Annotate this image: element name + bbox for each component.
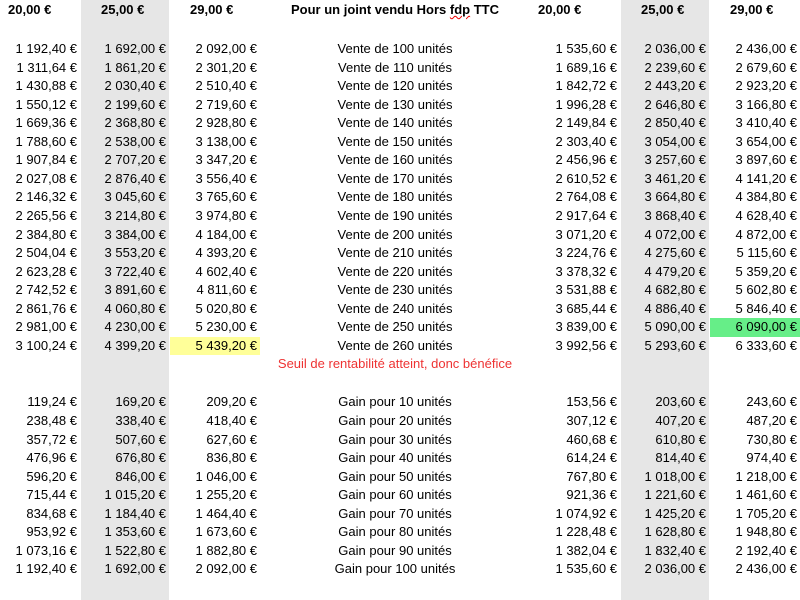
value-cell[interactable]: 1 522,80 € xyxy=(104,542,166,558)
gain-row xyxy=(0,542,800,561)
value-cell[interactable]: 2 719,60 € xyxy=(195,96,257,112)
value-cell[interactable]: 407,20 € xyxy=(655,413,706,428)
sales-row xyxy=(0,151,800,170)
value-cell[interactable]: 2 092,00 € xyxy=(195,41,257,56)
value-cell[interactable]: 3 868,40 € xyxy=(644,207,706,223)
value-cell[interactable]: 1 832,40 € xyxy=(644,542,706,558)
value-cell[interactable]: 1 861,20 € xyxy=(104,59,166,75)
value-cell[interactable]: 3 045,60 € xyxy=(104,189,166,205)
value-cell[interactable]: 5 439,20 € xyxy=(170,337,260,356)
value-cell[interactable]: 2 981,00 € xyxy=(15,319,77,335)
value-cell[interactable]: 1 015,20 € xyxy=(104,487,166,503)
value-cell[interactable]: 2 303,40 € xyxy=(555,133,617,149)
value-cell[interactable]: 3 071,20 € xyxy=(555,226,617,242)
sales-row xyxy=(0,226,800,245)
value-cell[interactable]: 2 036,00 € xyxy=(644,561,706,577)
value-cell[interactable]: 1 692,00 € xyxy=(104,561,166,577)
value-cell[interactable]: 169,20 € xyxy=(115,394,166,410)
header-cell[interactable]: 29,00 € xyxy=(190,2,234,17)
value-cell[interactable]: 715,44 € xyxy=(26,487,77,503)
value-cell[interactable]: 307,12 € xyxy=(566,413,617,428)
value-cell[interactable]: 5 293,60 € xyxy=(644,337,706,353)
value-cell[interactable]: 119,24 € xyxy=(27,394,77,410)
value-cell[interactable]: 2 146,32 € xyxy=(15,189,77,205)
sales-label-cell[interactable]: Vente de 210 unités xyxy=(337,245,453,261)
sales-row xyxy=(0,337,800,356)
value-cell[interactable]: 2 239,60 € xyxy=(644,59,706,75)
value-cell[interactable]: 507,60 € xyxy=(115,431,166,447)
value-cell[interactable]: 2 538,00 € xyxy=(104,133,166,149)
gain-row xyxy=(0,486,800,505)
value-cell[interactable]: 3 891,60 € xyxy=(104,282,166,298)
value-cell[interactable]: 460,68 € xyxy=(566,431,617,447)
value-cell[interactable]: 3 897,60 € xyxy=(735,152,797,168)
value-cell[interactable]: 1 074,92 € xyxy=(555,505,617,521)
value-cell[interactable]: 2 764,08 € xyxy=(555,189,617,205)
value-cell[interactable]: 3 992,56 € xyxy=(555,337,617,353)
gain-label-cell[interactable]: Gain pour 20 unités xyxy=(338,413,452,428)
value-cell[interactable]: 2 861,76 € xyxy=(15,300,77,316)
gain-row xyxy=(0,523,800,542)
value-cell[interactable]: 3 531,88 € xyxy=(555,282,617,298)
value-cell[interactable]: 1 948,80 € xyxy=(735,524,797,540)
value-cell[interactable]: 3 257,60 € xyxy=(644,152,706,168)
value-cell[interactable]: 5 602,80 € xyxy=(735,282,797,298)
value-cell[interactable]: 2 149,84 € xyxy=(555,115,617,131)
note-row xyxy=(0,355,800,374)
header-row xyxy=(0,0,800,20)
sales-label-cell[interactable]: Vente de 130 unités xyxy=(337,96,453,112)
sales-label-cell[interactable]: Vente de 240 unités xyxy=(337,300,453,316)
value-cell[interactable]: 1 218,00 € xyxy=(735,468,797,484)
value-cell[interactable]: 2 436,00 € xyxy=(735,561,797,577)
value-cell[interactable]: 203,60 € xyxy=(655,394,706,410)
value-cell[interactable]: 610,80 € xyxy=(655,431,706,447)
value-cell[interactable]: 614,24 € xyxy=(566,450,617,466)
gain-label-cell[interactable]: Gain pour 10 unités xyxy=(338,394,452,410)
header-title-cell[interactable]: Pour un joint vendu Hors fdp TTC xyxy=(291,2,499,17)
value-cell[interactable]: 2 030,40 € xyxy=(104,78,166,94)
value-cell[interactable]: 1 192,40 € xyxy=(15,41,77,56)
value-cell[interactable]: 3 654,00 € xyxy=(735,133,797,149)
gain-row xyxy=(0,431,800,450)
value-cell[interactable]: 2 456,96 € xyxy=(555,152,617,168)
gain-row xyxy=(0,468,800,487)
value-cell[interactable]: 2 923,20 € xyxy=(735,78,797,94)
value-cell[interactable]: 3 138,00 € xyxy=(195,133,257,149)
value-cell[interactable]: 2 679,60 € xyxy=(735,59,797,75)
value-cell[interactable]: 4 682,80 € xyxy=(644,282,706,298)
value-cell[interactable]: 5 115,60 € xyxy=(736,245,797,261)
value-cell[interactable]: 3 664,80 € xyxy=(644,189,706,205)
value-cell[interactable]: 1 669,36 € xyxy=(15,115,77,131)
value-cell[interactable]: 338,40 € xyxy=(115,413,166,428)
sales-label-cell[interactable]: Vente de 190 unités xyxy=(337,207,453,223)
value-cell[interactable]: 4 886,40 € xyxy=(644,300,706,316)
gain-row xyxy=(0,449,800,468)
header-cell[interactable]: 20,00 € xyxy=(538,2,582,17)
value-cell[interactable]: 3 974,80 € xyxy=(195,207,257,223)
value-cell[interactable]: 3 214,80 € xyxy=(104,207,166,223)
value-cell[interactable]: 2 646,80 € xyxy=(644,96,706,112)
value-cell[interactable]: 5 359,20 € xyxy=(735,263,797,279)
value-cell[interactable]: 4 628,40 € xyxy=(735,207,797,223)
sales-row xyxy=(0,96,800,115)
value-cell[interactable]: 767,80 € xyxy=(566,468,617,484)
spellcheck-word: fdp xyxy=(449,2,471,17)
header-cell[interactable]: 29,00 € xyxy=(730,2,774,17)
value-cell[interactable]: 4 060,80 € xyxy=(104,300,166,316)
value-cell[interactable]: 1 907,84 € xyxy=(15,152,77,168)
value-cell[interactable]: 3 461,20 € xyxy=(644,170,706,186)
value-cell[interactable]: 1 192,40 € xyxy=(15,561,77,577)
breakeven-note[interactable]: Seuil de rentabilité atteint, donc bénéfice xyxy=(277,356,513,372)
value-cell[interactable]: 4 384,80 € xyxy=(735,189,797,205)
value-cell[interactable]: 1 692,00 € xyxy=(104,41,166,56)
value-cell[interactable]: 3 378,32 € xyxy=(555,263,617,279)
value-cell[interactable]: 4 141,20 € xyxy=(735,170,797,186)
value-cell[interactable]: 4 275,60 € xyxy=(644,245,706,261)
value-cell[interactable]: 4 872,00 € xyxy=(735,226,797,242)
value-cell[interactable]: 1 550,12 € xyxy=(15,96,77,112)
value-cell[interactable]: 238,48 € xyxy=(26,413,77,428)
value-cell[interactable]: 1 382,04 € xyxy=(555,542,617,558)
sales-label-cell[interactable]: Vente de 120 unités xyxy=(337,78,453,94)
value-cell[interactable]: 2 301,20 € xyxy=(195,59,257,75)
value-cell[interactable]: 2 850,40 € xyxy=(644,115,706,131)
value-cell[interactable]: 2 265,56 € xyxy=(15,207,77,223)
value-cell[interactable]: 357,72 € xyxy=(26,431,77,447)
gain-label-cell[interactable]: Gain pour 60 unités xyxy=(338,487,452,503)
sales-label-cell[interactable]: Vente de 160 unités xyxy=(337,152,453,168)
value-cell[interactable]: 2 707,20 € xyxy=(104,152,166,168)
value-cell[interactable]: 836,80 € xyxy=(206,450,257,466)
value-cell[interactable]: 2 192,40 € xyxy=(735,542,797,558)
value-cell[interactable]: 953,92 € xyxy=(26,524,77,540)
sales-row xyxy=(0,170,800,189)
value-cell[interactable]: 3 839,00 € xyxy=(555,319,617,335)
value-cell[interactable]: 1 996,28 € xyxy=(555,96,617,112)
value-cell[interactable]: 2 027,08 € xyxy=(15,170,77,186)
sales-row xyxy=(0,244,800,263)
value-cell[interactable]: 1 464,40 € xyxy=(195,505,257,521)
value-cell[interactable]: 3 765,60 € xyxy=(195,189,257,205)
value-cell[interactable]: 2 092,00 € xyxy=(195,561,257,577)
value-cell[interactable]: 3 553,20 € xyxy=(104,245,166,261)
value-cell[interactable]: 4 399,20 € xyxy=(104,337,166,353)
sales-row xyxy=(0,133,800,152)
header-cell[interactable]: 25,00 € xyxy=(101,2,145,17)
value-cell[interactable]: 1 430,88 € xyxy=(15,78,77,94)
value-cell[interactable]: 6 090,00 € xyxy=(710,318,800,337)
value-cell[interactable]: 5 020,80 € xyxy=(195,300,257,316)
value-cell[interactable]: 834,68 € xyxy=(26,505,77,521)
value-cell[interactable]: 1 311,64 € xyxy=(16,59,77,75)
sales-label-cell[interactable]: Vente de 100 unités xyxy=(337,41,453,56)
gain-label-cell[interactable]: Gain pour 30 unités xyxy=(338,431,452,447)
sales-label-cell[interactable]: Vente de 260 unités xyxy=(337,337,453,353)
value-cell[interactable]: 3 685,44 € xyxy=(555,300,617,316)
sales-label-cell[interactable]: Vente de 170 unités xyxy=(337,170,453,186)
value-cell[interactable]: 596,20 € xyxy=(26,468,77,484)
value-cell[interactable]: 1 882,80 € xyxy=(195,542,257,558)
value-cell[interactable]: 2 917,64 € xyxy=(555,207,617,223)
sales-label-cell[interactable]: Vente de 140 unités xyxy=(337,115,453,131)
gain-label-cell[interactable]: Gain pour 80 unités xyxy=(338,524,452,540)
value-cell[interactable]: 1 353,60 € xyxy=(104,524,166,540)
value-cell[interactable]: 1 842,72 € xyxy=(555,78,617,94)
value-cell[interactable]: 1 628,80 € xyxy=(644,524,706,540)
header-cell[interactable]: 20,00 € xyxy=(8,2,52,17)
value-cell[interactable]: 418,40 € xyxy=(206,413,257,428)
sales-label-cell[interactable]: Vente de 110 unités xyxy=(338,59,452,75)
value-cell[interactable]: 3 384,00 € xyxy=(104,226,166,242)
value-cell[interactable]: 4 230,00 € xyxy=(104,319,166,335)
value-cell[interactable]: 4 393,20 € xyxy=(195,245,257,261)
header-cell[interactable]: 25,00 € xyxy=(641,2,685,17)
sales-label-cell[interactable]: Vente de 230 unités xyxy=(337,282,453,298)
gain-row xyxy=(0,560,800,579)
value-cell[interactable]: 209,20 € xyxy=(206,394,257,410)
value-cell[interactable]: 243,60 € xyxy=(746,394,797,410)
gain-label-cell[interactable]: Gain pour 40 unités xyxy=(338,450,452,466)
gain-label-cell[interactable]: Gain pour 90 unités xyxy=(338,542,452,558)
value-cell[interactable]: 1 535,60 € xyxy=(555,41,617,56)
value-cell[interactable]: 627,60 € xyxy=(206,431,257,447)
value-cell[interactable]: 2 742,52 € xyxy=(15,282,77,298)
sales-label-cell[interactable]: Vente de 150 unités xyxy=(337,133,453,149)
value-cell[interactable]: 1 788,60 € xyxy=(15,133,77,149)
value-cell[interactable]: 3 054,00 € xyxy=(644,133,706,149)
value-cell[interactable]: 2 036,00 € xyxy=(644,41,706,56)
value-cell[interactable]: 5 230,00 € xyxy=(195,319,257,335)
value-cell[interactable]: 4 072,00 € xyxy=(644,226,706,242)
value-cell[interactable]: 4 479,20 € xyxy=(644,263,706,279)
value-cell[interactable]: 5 090,00 € xyxy=(644,319,706,335)
value-cell[interactable]: 4 811,60 € xyxy=(196,282,257,298)
value-cell[interactable]: 1 705,20 € xyxy=(735,505,797,521)
value-cell[interactable]: 2 623,28 € xyxy=(15,263,77,279)
value-cell[interactable]: 3 347,20 € xyxy=(195,152,257,168)
value-cell[interactable]: 2 443,20 € xyxy=(644,78,706,94)
sales-row xyxy=(0,40,800,59)
value-cell[interactable]: 676,80 € xyxy=(115,450,166,466)
value-cell[interactable]: 6 333,60 € xyxy=(735,337,797,353)
sales-row xyxy=(0,77,800,96)
sales-label-cell[interactable]: Vente de 220 unités xyxy=(337,263,453,279)
sales-row xyxy=(0,281,800,300)
value-cell[interactable]: 3 556,40 € xyxy=(195,170,257,186)
value-cell[interactable]: 2 876,40 € xyxy=(104,170,166,186)
value-cell[interactable]: 1 425,20 € xyxy=(644,505,706,521)
value-cell[interactable]: 2 504,04 € xyxy=(15,245,77,261)
value-cell[interactable]: 1 535,60 € xyxy=(555,561,617,577)
value-cell[interactable]: 2 436,00 € xyxy=(735,41,797,56)
value-cell[interactable]: 1 461,60 € xyxy=(735,487,797,503)
sales-row xyxy=(0,188,800,207)
value-cell[interactable]: 3 224,76 € xyxy=(555,245,617,261)
value-cell[interactable]: 2 368,80 € xyxy=(104,115,166,131)
value-cell[interactable]: 2 610,52 € xyxy=(555,170,617,186)
value-cell[interactable]: 4 602,40 € xyxy=(195,263,257,279)
value-cell[interactable]: 476,96 € xyxy=(26,450,77,466)
value-cell[interactable]: 3 722,40 € xyxy=(104,263,166,279)
value-cell[interactable]: 1 184,40 € xyxy=(104,505,166,521)
value-cell[interactable]: 1 018,00 € xyxy=(644,468,706,484)
sales-row xyxy=(0,207,800,226)
value-cell[interactable]: 4 184,00 € xyxy=(195,226,257,242)
value-cell[interactable]: 1 221,60 € xyxy=(644,487,706,503)
gain-label-cell[interactable]: Gain pour 50 unités xyxy=(338,468,452,484)
value-cell[interactable]: 5 846,40 € xyxy=(735,300,797,316)
value-cell[interactable]: 2 510,40 € xyxy=(195,78,257,94)
value-cell[interactable]: 1 046,00 € xyxy=(195,468,257,484)
sales-label-cell[interactable]: Vente de 180 unités xyxy=(337,189,453,205)
value-cell[interactable]: 1 073,16 € xyxy=(15,542,77,558)
value-cell[interactable]: 1 255,20 € xyxy=(195,487,257,503)
value-cell[interactable]: 846,00 € xyxy=(115,468,166,484)
gain-label-cell[interactable]: Gain pour 100 unités xyxy=(334,561,456,577)
value-cell[interactable]: 3 100,24 € xyxy=(15,337,77,353)
value-cell[interactable]: 1 689,16 € xyxy=(555,59,617,75)
value-cell[interactable]: 974,40 € xyxy=(746,450,797,466)
sales-label-cell[interactable]: Vente de 250 unités xyxy=(337,319,453,335)
sales-row xyxy=(0,263,800,282)
gain-row xyxy=(0,393,800,412)
gain-label-cell[interactable]: Gain pour 70 unités xyxy=(338,505,452,521)
value-cell[interactable]: 153,56 € xyxy=(566,394,617,410)
value-cell[interactable]: 730,80 € xyxy=(746,431,797,447)
value-cell[interactable]: 3 410,40 € xyxy=(735,115,797,131)
sales-row xyxy=(0,300,800,319)
value-cell[interactable]: 3 166,80 € xyxy=(735,96,797,112)
value-cell[interactable]: 2 928,80 € xyxy=(195,115,257,131)
value-cell[interactable]: 1 673,60 € xyxy=(195,524,257,540)
value-cell[interactable]: 1 228,48 € xyxy=(555,524,617,540)
sales-row xyxy=(0,318,800,337)
value-cell[interactable]: 2 199,60 € xyxy=(104,96,166,112)
sales-label-cell[interactable]: Vente de 200 unités xyxy=(337,226,453,242)
value-cell[interactable]: 2 384,80 € xyxy=(15,226,77,242)
gain-row xyxy=(0,412,800,431)
sales-row xyxy=(0,59,800,78)
gain-row xyxy=(0,505,800,524)
sales-row xyxy=(0,114,800,133)
value-cell[interactable]: 814,40 € xyxy=(655,450,706,466)
value-cell[interactable]: 487,20 € xyxy=(746,413,797,428)
value-cell[interactable]: 921,36 € xyxy=(566,487,617,503)
